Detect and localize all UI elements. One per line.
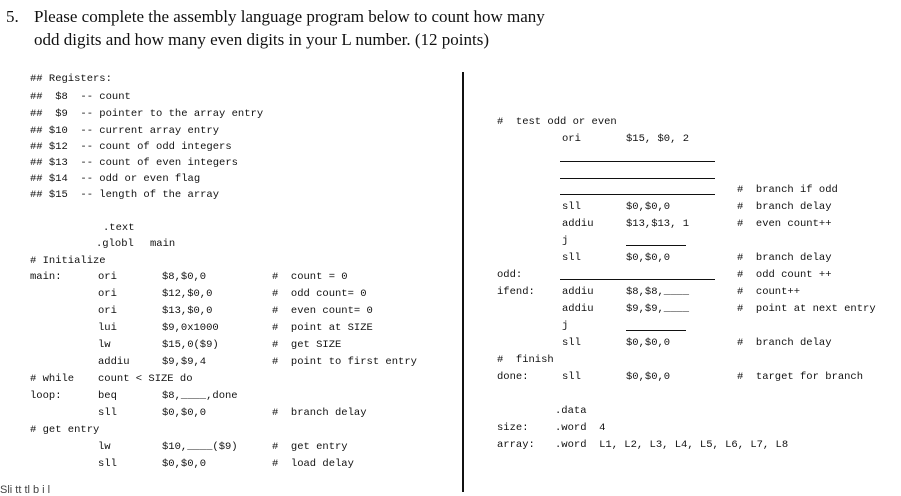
line-comment: # even count= 0	[272, 305, 373, 317]
operand: $15, $0, 2	[626, 133, 690, 145]
line-comment: # load delay	[272, 458, 354, 470]
opcode: sll	[562, 337, 581, 349]
line-comment: # branch delay	[272, 407, 367, 419]
answer-blank-line[interactable]	[560, 178, 715, 179]
register-line: ## $12 -- count of odd integers	[30, 141, 232, 153]
label: loop:	[30, 390, 62, 402]
operand: main	[150, 238, 176, 250]
operand: $13,$0,0	[162, 305, 213, 317]
operand: $0,$0,0	[626, 252, 671, 264]
line-comment: # point at SIZE	[272, 322, 373, 334]
operand: $12,$0,0	[162, 288, 213, 300]
operand: $9,$9,4	[162, 356, 207, 368]
line-comment: # branch delay	[737, 252, 832, 264]
operand: $0,$0,0	[626, 371, 671, 383]
footer-fragment: Sli tt tl b i l	[0, 484, 51, 496]
directive: .data	[555, 405, 587, 417]
line-comment: # target for branch	[737, 371, 864, 383]
line-comment: # count = 0	[272, 271, 348, 283]
label: ifend:	[497, 286, 535, 298]
section-comment: # Initialize	[30, 255, 106, 267]
opcode: sll	[98, 458, 117, 470]
section-comment: # while	[30, 373, 75, 385]
label: size:	[497, 422, 529, 434]
opcode: ori	[98, 271, 117, 283]
operand: $0,$0,0	[162, 407, 207, 419]
opcode: lw	[98, 339, 111, 351]
register-line: ## $14 -- odd or even flag	[30, 173, 201, 185]
label: array:	[497, 439, 535, 451]
line-comment: # point at next entry	[737, 303, 876, 315]
section-comment: # test odd or even	[497, 116, 617, 128]
label: odd:	[497, 269, 523, 281]
operand: $0,$0,0	[162, 458, 207, 470]
opcode: addiu	[98, 356, 130, 368]
register-line: ## Registers:	[30, 73, 112, 85]
line-comment: # get entry	[272, 441, 348, 453]
register-line: ## $13 -- count of even integers	[30, 157, 238, 169]
line-comment: # point to first entry	[272, 356, 417, 368]
register-line: ## $15 -- length of the array	[30, 189, 220, 201]
directive: .globl	[96, 238, 134, 250]
section-comment: # finish	[497, 354, 554, 366]
column-divider	[462, 72, 464, 492]
directive: .word L1, L2, L3, L4, L5, L6, L7, L8	[555, 439, 789, 451]
line-comment: # branch delay	[737, 201, 832, 213]
answer-blank-line[interactable]	[560, 279, 715, 280]
question-line-2: odd digits and how many even digits in your L number. (12 points)	[34, 30, 490, 49]
answer-blank-line[interactable]	[560, 161, 715, 162]
opcode: addiu	[562, 286, 594, 298]
opcode: sll	[562, 252, 581, 264]
operand: $15,0($9)	[162, 339, 219, 351]
register-line: ## $8 -- count	[30, 91, 131, 103]
label: main:	[30, 271, 62, 283]
section-comment: # get entry	[30, 424, 100, 436]
operand: $9,0x1000	[162, 322, 219, 334]
operand-blank: $8,$8,____	[626, 286, 690, 298]
line-comment: # branch delay	[737, 337, 832, 349]
opcode: addiu	[562, 218, 594, 230]
opcode: lw	[98, 441, 111, 453]
directive: .word 4	[555, 422, 606, 434]
operand: $0,$0,0	[626, 337, 671, 349]
operand-blank: $8,____,done	[162, 390, 238, 402]
opcode: sll	[562, 201, 581, 213]
opcode: ori	[98, 305, 117, 317]
label: done:	[497, 371, 529, 383]
line-comment: # count++	[737, 286, 801, 298]
opcode: ori	[98, 288, 117, 300]
operand-blank: $10,____($9)	[162, 441, 238, 453]
line-comment: # odd count= 0	[272, 288, 367, 300]
directive: .text	[103, 222, 135, 234]
section-comment: count < SIZE do	[98, 373, 193, 385]
opcode: beq	[98, 390, 117, 402]
register-line: ## $9 -- pointer to the array entry	[30, 108, 264, 120]
operand: $0,$0,0	[626, 201, 671, 213]
opcode: sll	[98, 407, 117, 419]
operand: $8,$0,0	[162, 271, 207, 283]
register-line: ## $10 -- current array entry	[30, 125, 220, 137]
line-comment: # get SIZE	[272, 339, 342, 351]
operand-blank: $9,$9,____	[626, 303, 690, 315]
line-comment: # even count++	[737, 218, 832, 230]
line-comment: # odd count ++	[737, 269, 832, 281]
opcode: j	[562, 320, 569, 332]
opcode: sll	[562, 371, 581, 383]
answer-blank-line[interactable]	[626, 330, 686, 331]
opcode: addiu	[562, 303, 594, 315]
operand: $13,$13, 1	[626, 218, 690, 230]
answer-blank-line[interactable]	[560, 194, 715, 195]
opcode: j	[562, 235, 569, 247]
opcode: ori	[562, 133, 581, 145]
question-line-1: Please complete the assembly language program below to count how many	[34, 7, 545, 26]
question-number: 5.	[6, 7, 19, 26]
answer-blank-line[interactable]	[626, 245, 686, 246]
line-comment: # branch if odd	[737, 184, 838, 196]
opcode: lui	[98, 322, 117, 334]
